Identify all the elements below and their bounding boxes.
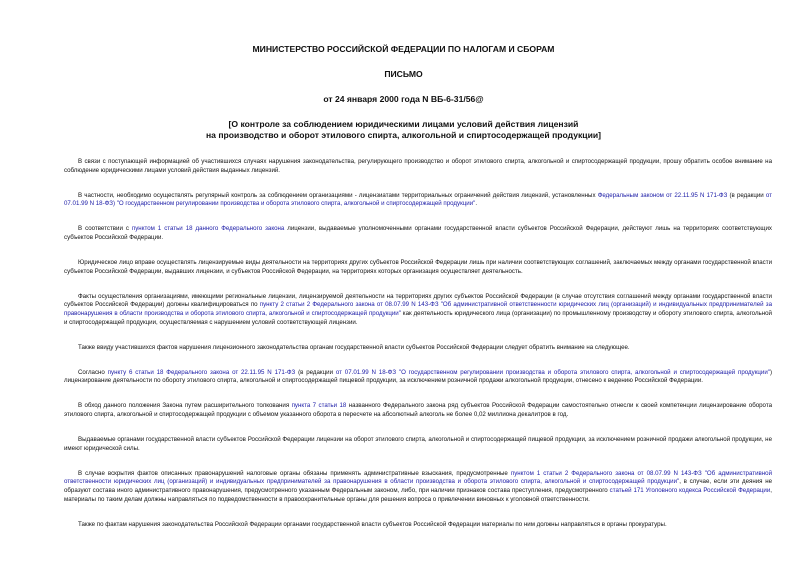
article-18-point-6-link[interactable]: пункту 6 статьи 18 Федерального закона от 22.11.95 N 171-ФЗ: [107, 368, 296, 376]
article-18-point-7-link[interactable]: пункта 7 статьи 18: [291, 402, 347, 410]
paragraph-10: [64, 470, 772, 504]
paragraph-text: Также по фактам нарушения законодательства Российской Федерации органами государственной власти субъектов Российской Федерации материалы по ним должны направляться в органы прокуратуры.: [78, 520, 667, 528]
law-143-fz-link[interactable]: пункту 2 статьи 2 Федерального закона от 08.07.99 N 143-ФЗ "Об административной ответственности юридических лиц (организаций) и индивидуальных предпринимателей за правонарушения в области производства и оборота этилового спирта, алкогольной и спиртосодержащей продукции": [64, 301, 772, 317]
paragraph-7: [64, 369, 772, 386]
paragraph-4: [64, 259, 772, 276]
law-18-fz-link[interactable]: от 07.01.99 N 18-ФЗ "О государственном регулировании производства и оборота этилового спирта, алкогольной и спиртосодержащей продукции": [335, 368, 770, 376]
paragraph-text: (в редакции: [727, 191, 766, 199]
paragraph-8: [64, 402, 772, 419]
paragraph-11: [64, 521, 772, 530]
ministry-heading: МИНИСТЕРСТВО РОССИЙСКОЙ ФЕДЕРАЦИИ ПО НАЛОГАМ И СБОРАМ: [252, 44, 555, 54]
paragraph-text: Выдаваемые органами государственной власти субъектов Российской Федерации лицензии на оборот этилового спирта, алкогольной и спиртосодержащей пищевой продукции, за исключением розничной продажи алкогольной продукции, не имеют юридической силы.: [64, 436, 772, 452]
paragraph-text: , в случае, если эти деяния не образуют состава иного административного правонарушения, предусмотренного указанным Федеральным законом, либо, при наличии признаков состава преступления, предусмотренного: [64, 478, 772, 494]
document-date-number: от 24 января 2000 года N ВБ-6-31/56@: [323, 94, 484, 104]
paragraph-text: .: [475, 200, 478, 208]
paragraph-1: [64, 158, 772, 175]
paragraph-text: Факты осуществления организациями, имеющими региональные лицензии, лицензируемой деятельности на территориях других субъектов Российской Федерации (в случае отсутствия соглашений между органами государственной власти субъектов Российской Федерации) должны квалифицироваться по: [64, 292, 772, 309]
paragraph-5: [64, 293, 772, 327]
document-type: ПИСЬМО: [384, 69, 423, 79]
paragraph-3: [64, 225, 772, 242]
subject-line-2: на производство и оборот этилового спирта, алкогольной и спиртосодержащей продукции]: [205, 130, 601, 140]
law-143-fz-link[interactable]: пунктом 1 статьи 2 Федерального закона от 08.07.99 N 143-ФЗ "Об административной ответственности юридических лиц (организаций) и индивидуальных предпринимателей за правонарушения в области производства и оборота этилового спирта, алкогольной и спиртосодержащей продукции": [64, 469, 772, 486]
paragraph-text: В случае вскрытия фактов описанных правонарушений налоговые органы обязаны применять административные взыскания, предусмотренные: [78, 469, 511, 477]
article-18-point-1-link[interactable]: пунктом 1 статьи 18 данного Федерального закона: [131, 225, 285, 233]
paragraph-9: [64, 436, 772, 453]
paragraph-text: лицензии, выдаваемые уполномоченными органами государственной власти субъектов Российской Федерации, действуют лишь на территориях соответствующих субъектов Российской Федерации.: [64, 225, 772, 241]
subject-line-1: [О контроле за соблюдением юридическими лицами условий действия лицензий: [228, 119, 579, 129]
letter-body: [64, 158, 772, 546]
paragraph-text: Согласно: [78, 368, 108, 376]
paragraph-text: В обход данного положения Закона путем расширительного толкования: [78, 402, 292, 410]
law-18-fz-link[interactable]: от 07.01.99 N 18-ФЗ) "О государственном регулировании производства и оборота этилового спирта, алкогольной и спиртосодержащей продукции": [64, 191, 772, 208]
paragraph-2: [64, 192, 772, 209]
paragraph-text: (в редакции: [295, 368, 336, 376]
paragraph-text: ) лицензирование деятельности по обороту этилового спирта, алкогольной и спиртосодержащей пищевой продукции, за исключением розничной продажи алкогольной продукции, отнесено к ведению Российской Федерации.: [64, 368, 772, 385]
paragraph-text: Также ввиду участившихся фактов нарушения лицензионного законодательства органам государственной власти субъектов Российской Федерации следует обратить внимание на следующее.: [78, 343, 630, 351]
paragraph-text: как деятельность юридического лица (организации) по промышленному производству и обороту этилового спирта, алкогольной и спиртосодержащей продукции, осуществляемая с нарушением условий соответствующей лицензии.: [64, 309, 772, 326]
law-171-fz-link[interactable]: Федеральным законом от 22.11.95 N 171-ФЗ: [597, 191, 728, 199]
paragraph-text: Юридическое лицо вправе осуществлять лицензируемые виды деятельности на территориях других субъектов Российской Федерации лишь при наличии соответствующих соглашений, заключаемых между органами государственной власти субъектов Российской Федерации, выдавших лицензии, и субъектов Российской Федерации, на территориях которых организация осуществляет деятельность.: [64, 259, 772, 275]
paragraph-text: В частности, необходимо осуществлять регулярный контроль за соблюдением организациями - лицензиатами территориальных ограничений действия лицензий, установленных: [78, 191, 598, 199]
paragraph-6: [64, 344, 772, 353]
paragraph-text: , материалы по таким делам должны направляться по подведомственности в правоохранительные органы для решения вопроса о привлечении виновных к уголовной ответственности.: [64, 486, 773, 503]
paragraph-text: В связи с поступающей информацией об участившихся случаях нарушения законодательства, регулирующего производство и оборот этилового спирта, алкогольной и спиртосодержащей продукции, прошу обратить особое внимание на соблюдение юридическими лицами условий действия выданных лицензий.: [64, 158, 772, 174]
paragraph-text: названного Федерального закона ряд субъектов Российской Федерации самостоятельно отнесли к своей компетенции лицензирование оборота этилового спирта, алкогольной и спиртосодержащей продукции с объемом указанного оборота в пересчете на абсолютный алкоголь не более 0,02 миллиона декалитров в год.: [64, 402, 772, 418]
criminal-code-article-171-link[interactable]: статьей 171 Уголовного кодекса Российской Федерации: [609, 486, 771, 494]
paragraph-text: В соответствии с: [78, 225, 132, 233]
